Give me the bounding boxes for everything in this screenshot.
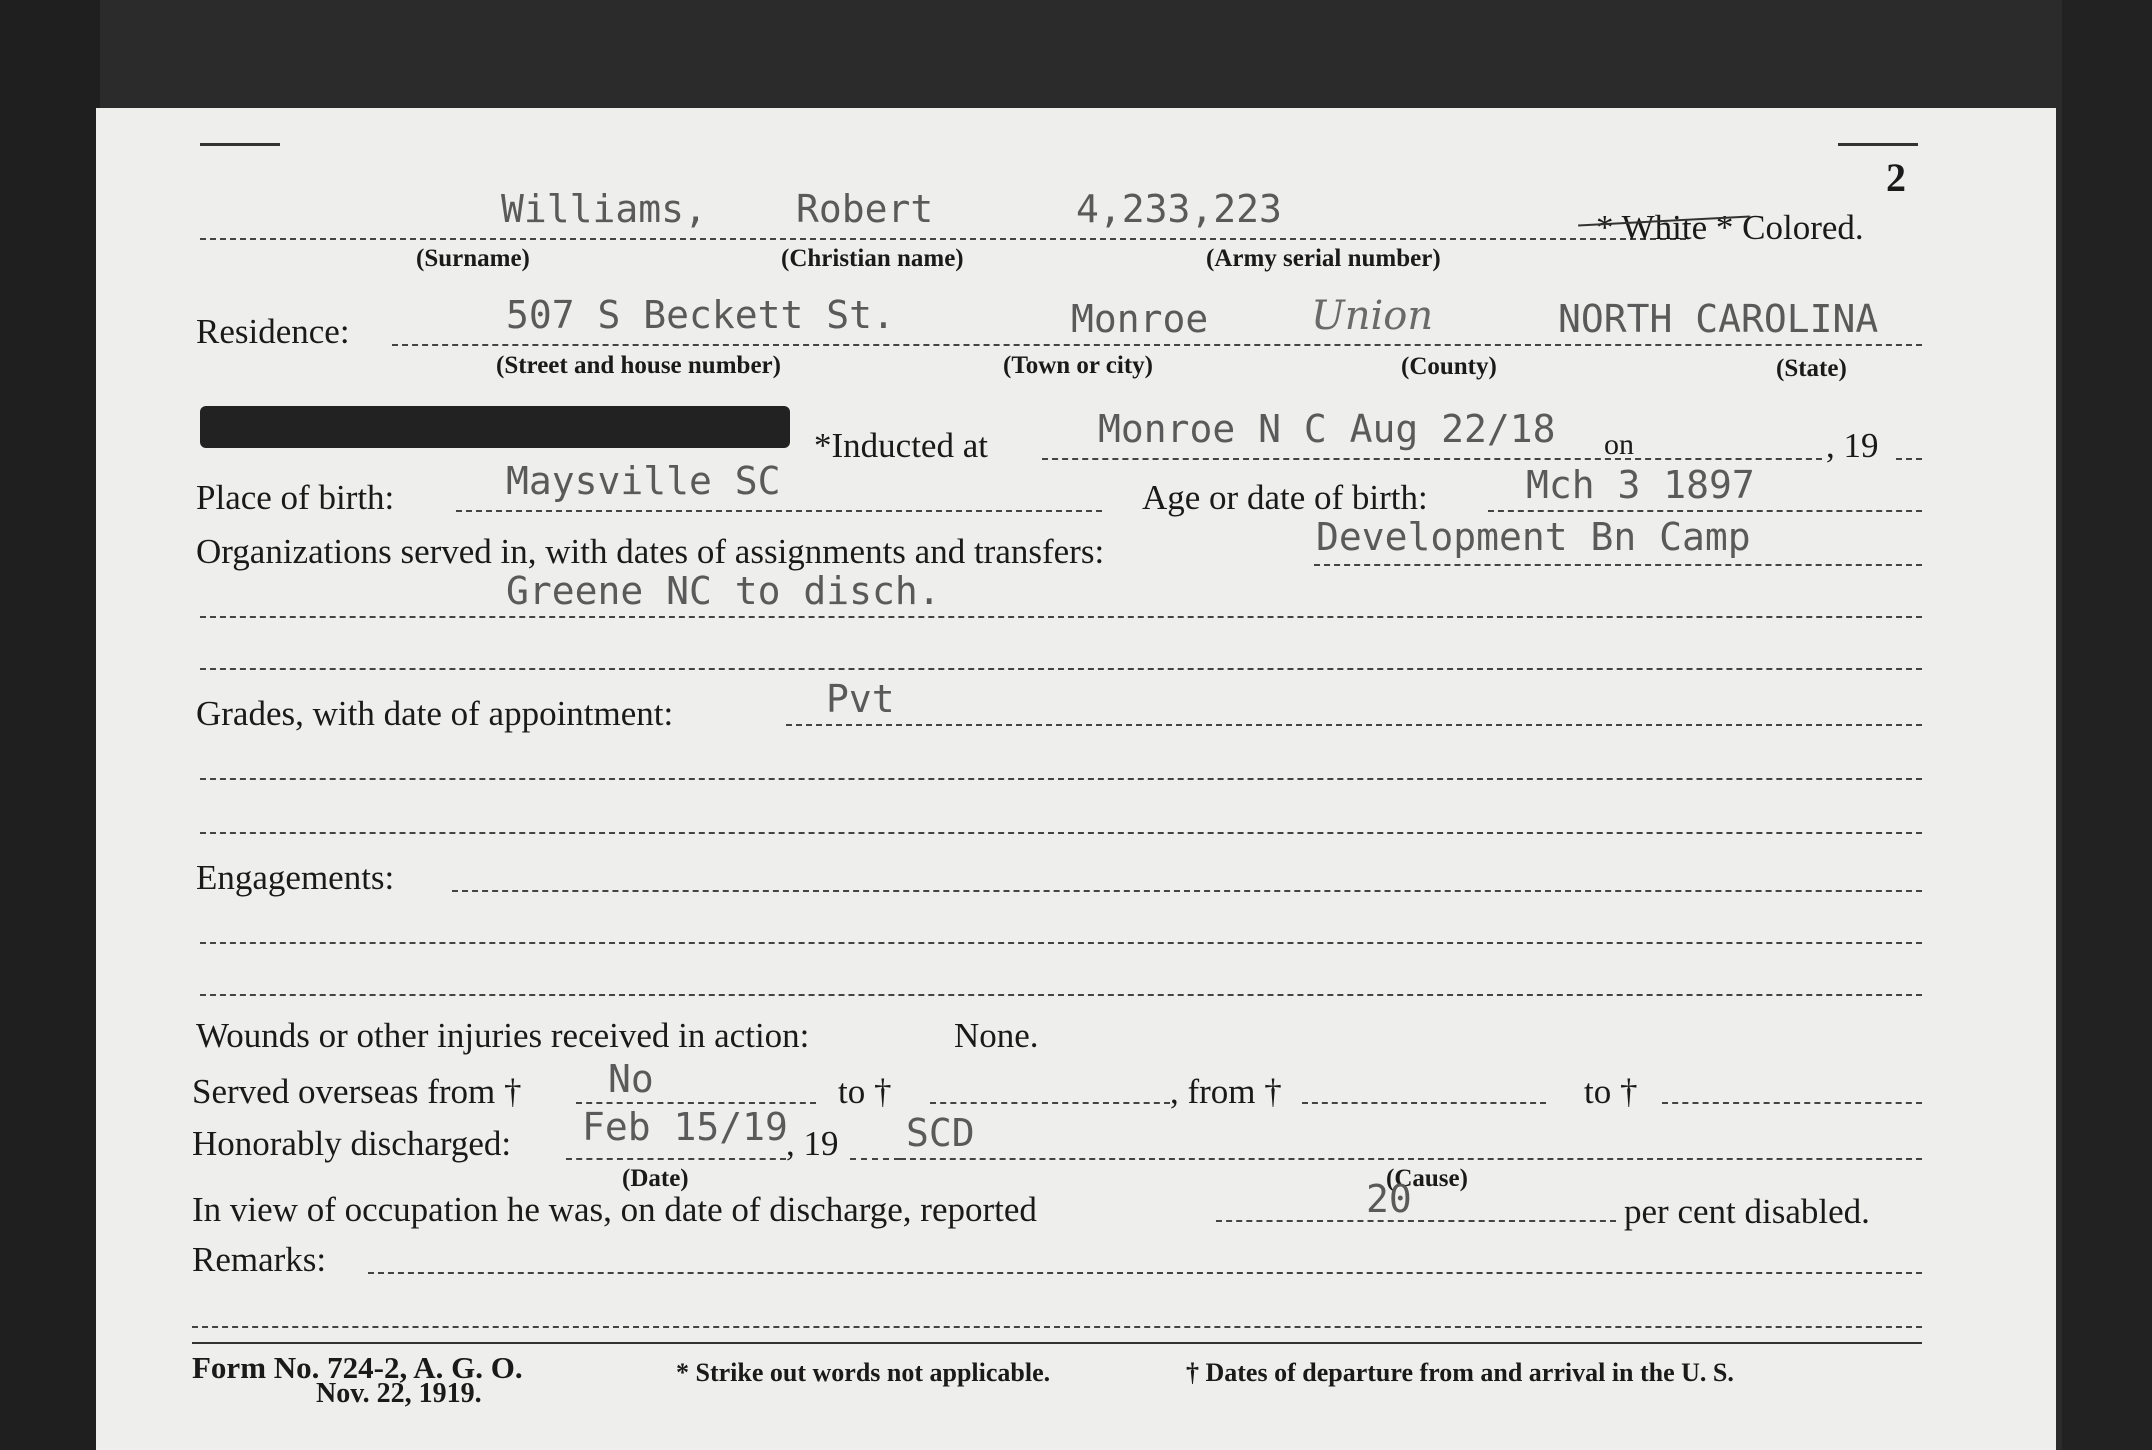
discharge-label: Honorably discharged: xyxy=(192,1124,512,1163)
street-caption: (Street and house number) xyxy=(496,352,781,379)
county-caption: (County) xyxy=(1401,353,1497,380)
remarks-rule2 xyxy=(192,1326,1922,1328)
surname-value: Williams, xyxy=(501,187,707,231)
card-number: 2 xyxy=(1886,155,1906,200)
induction-line xyxy=(1042,458,1822,460)
overseas-to1-label: to † xyxy=(838,1072,892,1111)
county-value: Union xyxy=(1311,293,1434,339)
street-value: 507 S Beckett St. xyxy=(506,293,895,337)
overseas-from-line xyxy=(576,1102,816,1104)
wounds-label: Wounds or other injuries received in action: xyxy=(196,1016,810,1055)
discharge-year-print: , 19 xyxy=(786,1124,839,1163)
engagements-rule2 xyxy=(200,942,1922,944)
christian-name-value: Robert xyxy=(796,187,934,231)
induction-year-print: , 19 xyxy=(1826,426,1879,465)
grades-label: Grades, with date of appointment: xyxy=(196,694,674,733)
organizations-rule1 xyxy=(1314,564,1922,566)
date-of-birth-label: Age or date of birth: xyxy=(1142,478,1428,517)
discharge-date-caption: (Date) xyxy=(622,1165,689,1192)
overseas-from2-line xyxy=(1302,1102,1546,1104)
surname-caption: (Surname) xyxy=(416,245,530,272)
town-caption: (Town or city) xyxy=(1003,352,1153,379)
disability-suffix: per cent disabled. xyxy=(1624,1192,1870,1231)
place-of-birth-value: Maysville SC xyxy=(506,459,781,503)
engagements-label: Engagements: xyxy=(196,858,395,897)
place-of-birth-line xyxy=(456,510,1102,512)
remarks-label: Remarks: xyxy=(192,1240,327,1279)
place-of-birth-label: Place of birth: xyxy=(196,478,395,517)
discharge-year-line xyxy=(850,1158,900,1160)
organizations-line1: Development Bn Camp xyxy=(1316,515,1751,559)
serial-number-caption: (Army serial number) xyxy=(1206,245,1441,272)
induction-on: on xyxy=(1604,428,1634,461)
christian-name-caption: (Christian name) xyxy=(781,245,964,272)
name-line xyxy=(200,238,1686,240)
organizations-rule3 xyxy=(200,668,1922,670)
grades-rule3 xyxy=(200,832,1922,834)
discharge-cause-value: SCD xyxy=(906,1111,975,1155)
state-caption: (State) xyxy=(1776,355,1847,382)
grades-rule2 xyxy=(200,778,1922,780)
organizations-rule2 xyxy=(200,616,1922,618)
residence-line xyxy=(392,344,1922,346)
disability-label: In view of occupation he was, on date of discharge, reported xyxy=(192,1190,1037,1229)
redaction-bar xyxy=(200,406,790,448)
discharge-cause-caption: (Cause) xyxy=(1386,1165,1468,1192)
inducted-label: *Inducted at xyxy=(814,426,988,465)
engagements-rule3 xyxy=(200,994,1922,996)
overseas-to2-label: to † xyxy=(1584,1072,1638,1111)
organizations-label: Organizations served in, with dates of assignments and transfers: xyxy=(196,532,1105,571)
disability-value: 20 xyxy=(1366,1177,1412,1221)
town-value: Monroe xyxy=(1071,297,1209,341)
form-number: Form No. 724-2, A. G. O. xyxy=(192,1350,523,1385)
wounds-value: None. xyxy=(954,1016,1039,1055)
dates-note: † Dates of departure from and arrival in the U. S. xyxy=(1186,1358,1734,1387)
service-record-card xyxy=(96,108,2056,1450)
overseas-from-label: Served overseas from † xyxy=(192,1072,522,1111)
overseas-from2-label: , from † xyxy=(1170,1072,1282,1111)
overseas-to2-line xyxy=(1662,1102,1922,1104)
strike-note: * Strike out words not applicable. xyxy=(676,1358,1051,1387)
overseas-to1-line xyxy=(930,1102,1170,1104)
residence-label: Residence: xyxy=(196,312,350,351)
date-of-birth-line xyxy=(1488,510,1922,512)
discharge-date-line xyxy=(566,1158,786,1160)
serial-number-value: 4,233,223 xyxy=(1076,187,1282,231)
induction-place-date: Monroe N C Aug 22/18 xyxy=(1098,407,1556,451)
state-value: NORTH CAROLINA xyxy=(1558,297,1879,341)
date-of-birth-value: Mch 3 1897 xyxy=(1526,463,1755,507)
race-options: * White * Colored. xyxy=(1596,208,1864,247)
organizations-line2: Greene NC to disch. xyxy=(506,569,941,613)
discharge-date-value: Feb 15/19 xyxy=(582,1105,788,1149)
overseas-from-value: No xyxy=(608,1057,654,1101)
scan-border-right xyxy=(2062,0,2152,1450)
form-date: Nov. 22, 1919. xyxy=(316,1378,482,1409)
engagements-rule1 xyxy=(452,890,1922,892)
discharge-cause-line xyxy=(900,1158,1922,1160)
induction-year-line xyxy=(1896,458,1922,460)
grades-value: Pvt xyxy=(826,677,895,721)
disability-line xyxy=(1216,1220,1616,1222)
top-left-rule xyxy=(200,143,280,146)
top-right-rule xyxy=(1838,143,1918,146)
grades-rule1 xyxy=(786,724,1922,726)
scan-border-left xyxy=(0,0,100,1450)
footer-rule xyxy=(192,1342,1922,1344)
remarks-rule1 xyxy=(368,1272,1922,1274)
